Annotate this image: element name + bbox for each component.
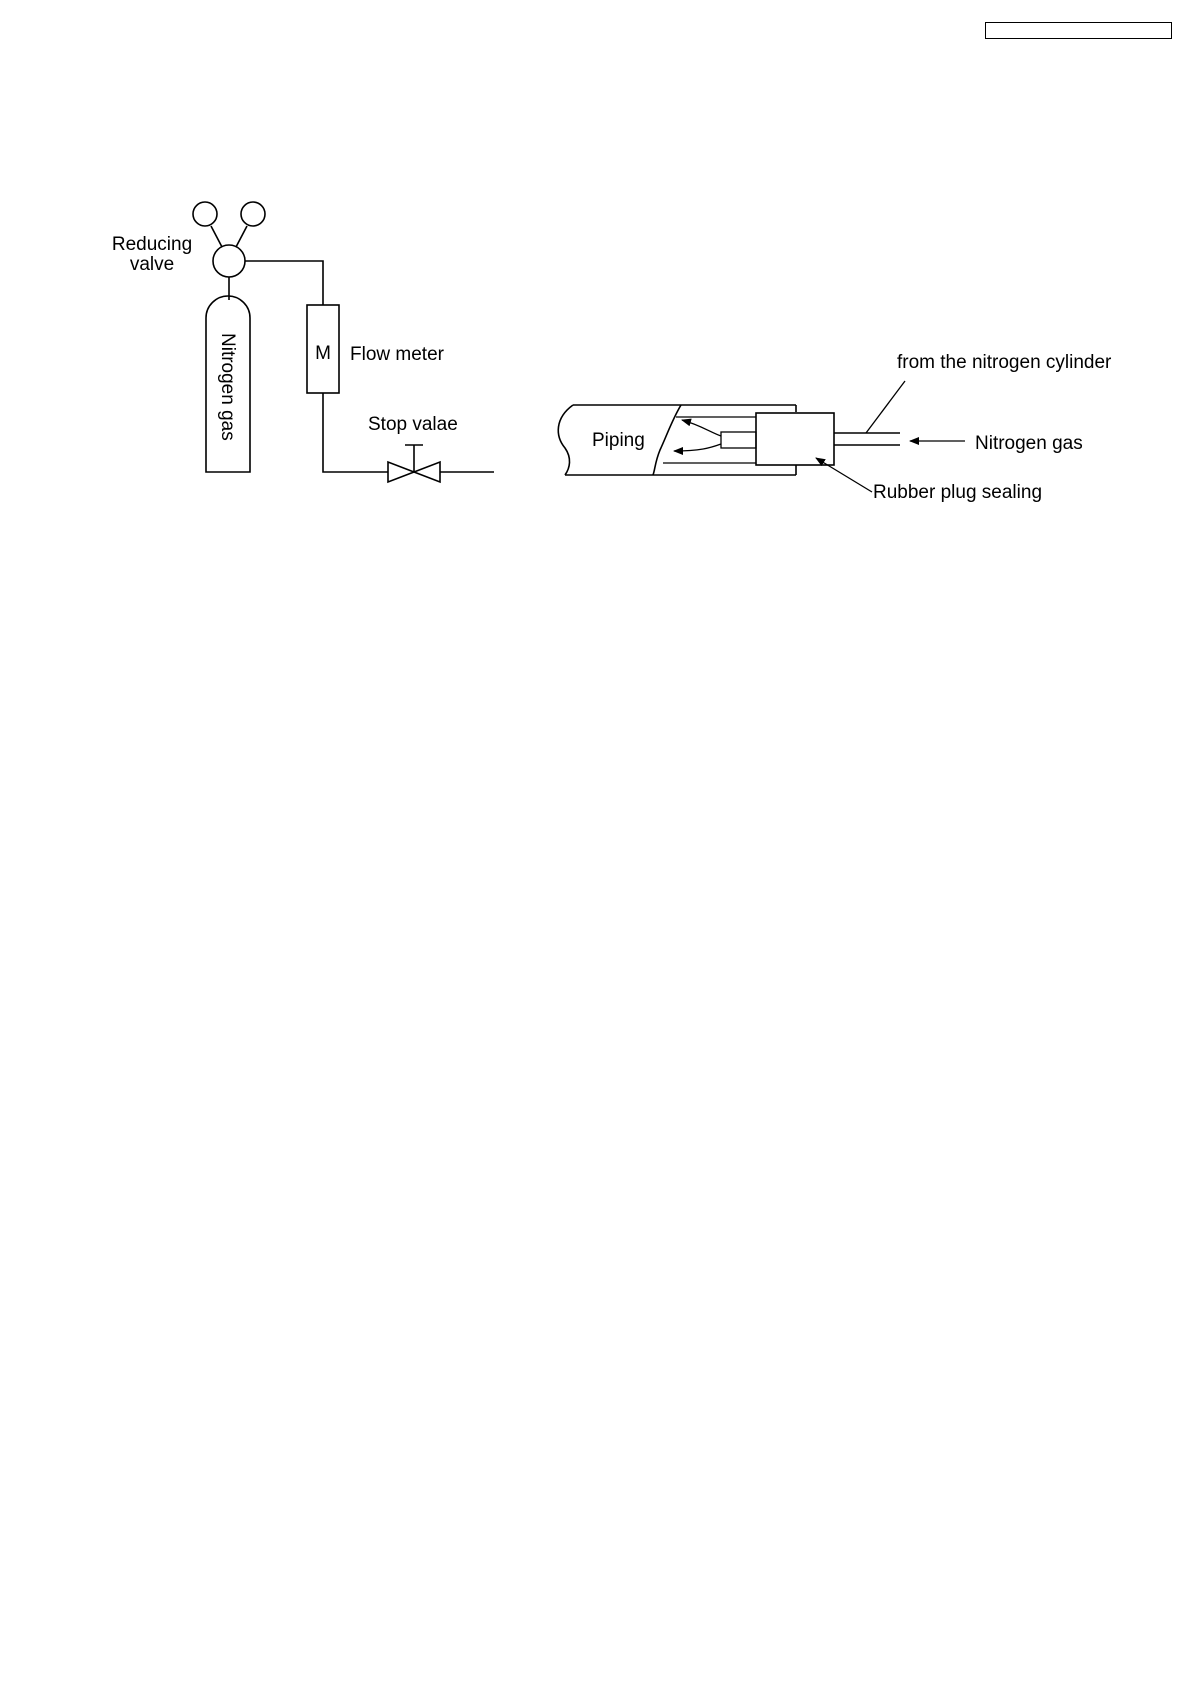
- pipe-valve-to-meter: [245, 261, 323, 305]
- leader-rubber-plug: [816, 458, 872, 492]
- gauge-right-stem: [236, 226, 247, 247]
- nozzle-tube: [721, 432, 756, 448]
- gas-flow-arrow-upper: [682, 420, 721, 436]
- rubber-plug-label: Rubber plug sealing: [873, 482, 1043, 503]
- pressure-gauge-left-icon: [193, 202, 217, 226]
- from-cylinder-label: from the nitrogen cylinder: [897, 352, 1112, 373]
- nitrogen-gas-label: Nitrogen gas: [975, 433, 1083, 454]
- reducing-valve-label-line2: valve: [129, 254, 175, 275]
- stop-valve-icon: [388, 445, 440, 482]
- right-plug-diagram: [558, 352, 1112, 503]
- rubber-plug-icon: [756, 413, 834, 465]
- gas-flow-arrow-lower: [674, 444, 721, 451]
- piping-break-line: [558, 405, 573, 475]
- leader-from-cylinder: [866, 381, 905, 433]
- reducing-valve-label-line1: Reducing: [111, 234, 193, 255]
- pressure-gauge-right-icon: [241, 202, 265, 226]
- gauge-left-stem: [211, 226, 222, 247]
- nitrogen-cylinder-label: Nitrogen gas: [217, 333, 238, 441]
- piping-cutaway-line: [653, 405, 681, 475]
- reducing-valve-icon: [213, 245, 245, 277]
- left-setup-diagram: [112, 202, 494, 482]
- flow-meter-symbol: M: [315, 343, 331, 364]
- stop-valve-label: Stop valae: [368, 414, 458, 435]
- flow-meter-label: Flow meter: [350, 344, 444, 365]
- piping-label: Piping: [592, 430, 645, 451]
